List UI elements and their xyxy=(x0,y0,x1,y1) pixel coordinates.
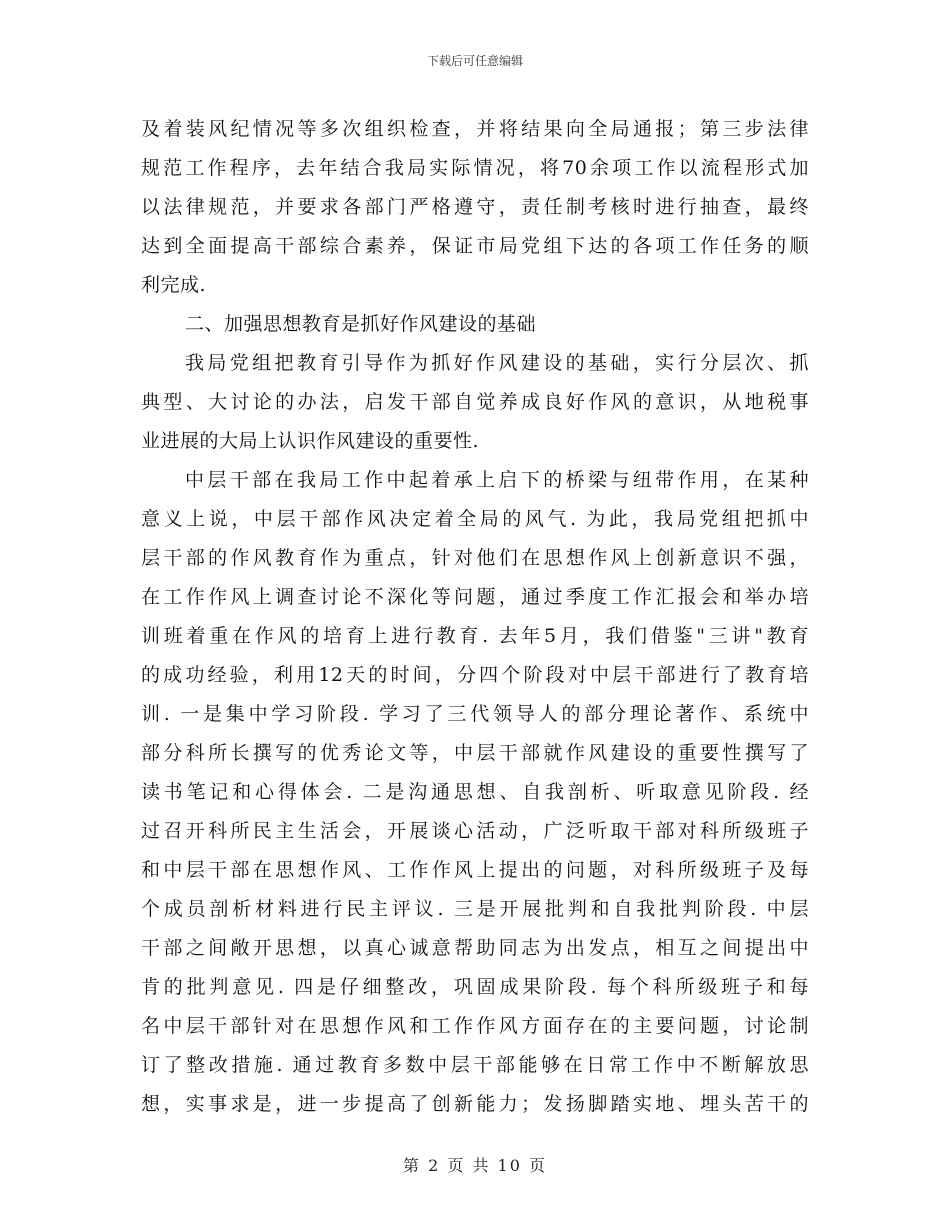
text-line: 意义上说，中层干部作风决定着全局的风气. 为此，我局党组把抓中 xyxy=(141,508,809,530)
text-line: 想，实事求是，进一步提高了创新能力；发扬脚踏实地、埋头苦干的 xyxy=(141,1093,809,1115)
text-line: 以法律规范，并要求各部门严格遵守，责任制考核时进行抽查，最终 xyxy=(141,196,809,218)
page-footer: 第 2 页 共 10 页 xyxy=(403,1156,547,1175)
text-line: 业进展的大局上认识作风建设的重要性. xyxy=(141,430,480,452)
text-line: 过召开科所民主生活会，开展谈心活动，广泛听取干部对科所级班子 xyxy=(141,820,809,842)
text-line: 的成功经验，利用12天的时间，分四个阶段对中层干部进行了教育培 xyxy=(141,664,809,686)
document-body xyxy=(141,110,809,1124)
text-line: 我局党组把教育引导作为抓好作风建设的基础，实行分层次、抓 xyxy=(185,352,809,374)
text-line: 和中层干部在思想作风、工作作风上提出的问题，对科所级班子及每 xyxy=(141,859,809,881)
text-line: 订了整改措施. 通过教育多数中层干部能够在日常工作中不断解放思 xyxy=(141,1054,809,1076)
text-line: 干部之间敞开思想，以真心诚意帮助同志为出发点，相互之间提出中 xyxy=(141,937,809,959)
text-line: 规范工作程序，去年结合我局实际情况，将70余项工作以流程形式加 xyxy=(141,157,809,179)
text-line: 训班着重在作风的培育上进行教育. 去年5月，我们借鉴"三讲"教育 xyxy=(141,625,809,647)
text-line: 层干部的作风教育作为重点，针对他们在思想作风上创新意识不强， xyxy=(141,547,809,569)
text-line: 读书笔记和心得体会. 二是沟通思想、自我剖析、听取意见阶段. 经 xyxy=(141,781,809,803)
text-line: 名中层干部针对在思想作风和工作作风方面存在的主要问题，讨论制 xyxy=(141,1015,809,1037)
text-line: 肯的批判意见. 四是仔细整改，巩固成果阶段. 每个科所级班子和每 xyxy=(141,976,809,998)
page-header: 下载后可任意编辑 xyxy=(426,54,523,68)
text-line: 及着装风纪情况等多次组织检查，并将结果向全局通报；第三步法律 xyxy=(141,118,809,140)
text-line: 个成员剖析材料进行民主评议. 三是开展批判和自我批判阶段. 中层 xyxy=(141,898,809,920)
section-heading: 二、加强思想教育是抓好作风建设的基础 xyxy=(185,313,537,335)
text-line: 在工作作风上调查讨论不深化等问题，通过季度工作汇报会和举办培 xyxy=(141,586,809,608)
text-line: 达到全面提高干部综合素养，保证市局党组下达的各项工作任务的顺 xyxy=(141,235,809,257)
text-line: 部分科所长撰写的优秀论文等，中层干部就作风建设的重要性撰写了 xyxy=(141,742,809,764)
text-line: 中层干部在我局工作中起着承上启下的桥梁与纽带作用，在某种 xyxy=(185,469,809,491)
text-line: 训. 一是集中学习阶段. 学习了三代领导人的部分理论著作、系统中 xyxy=(141,703,809,725)
text-line: 典型、大讨论的办法，启发干部自觉养成良好作风的意识，从地税事 xyxy=(141,391,809,413)
text-line: 利完成. xyxy=(141,274,207,296)
